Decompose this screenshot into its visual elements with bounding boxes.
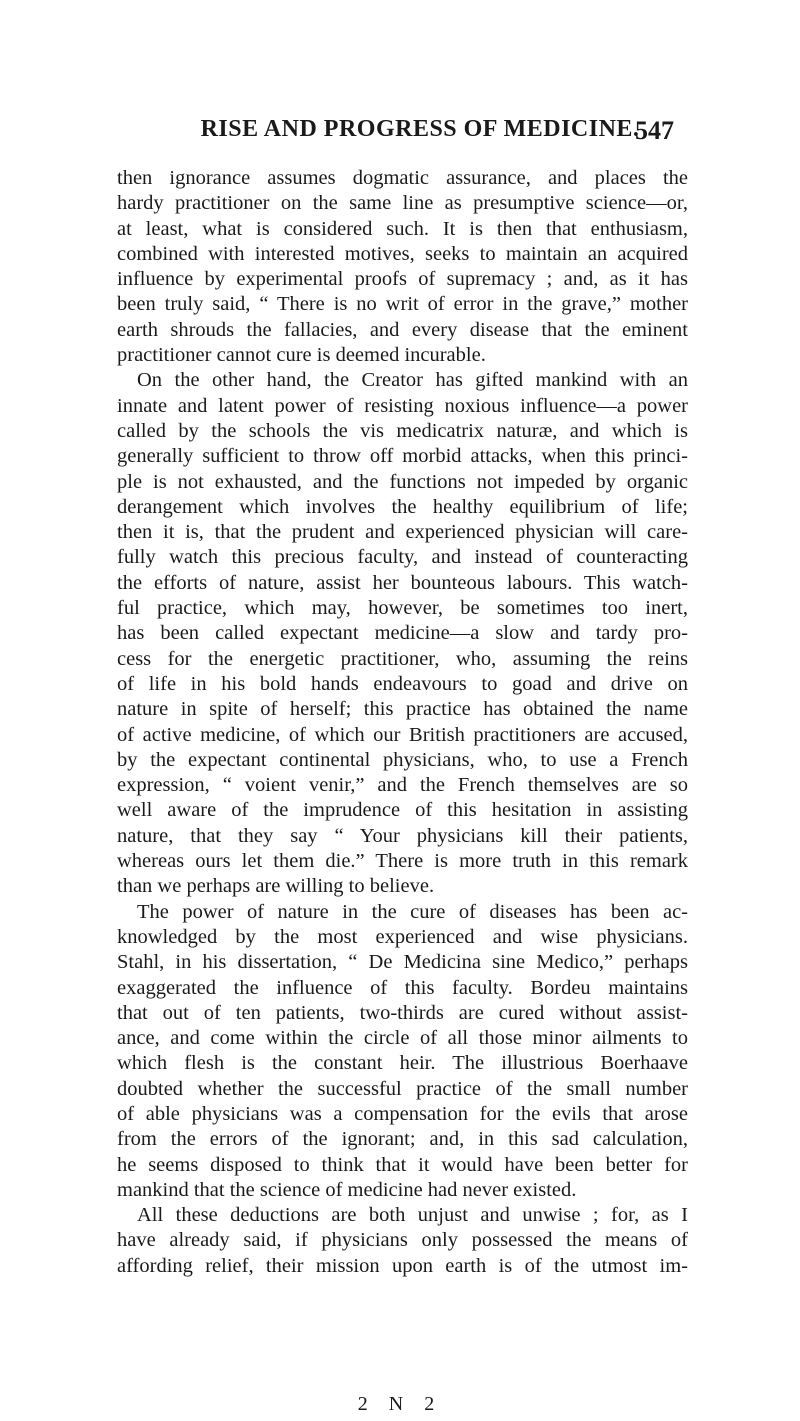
text-line: On the other hand, the Creator has gifted mankind with an bbox=[137, 369, 688, 392]
text-line: ple is not exhausted, and the functions not impeded by organic bbox=[117, 470, 688, 493]
text-line: derangement which involves the healthy equilibrium of life; bbox=[117, 495, 688, 518]
text-line: of active medicine, of which our British practitioners are accused, bbox=[117, 723, 688, 746]
text-line: hardy practitioner on the same line as presumptive science—or, bbox=[117, 192, 688, 215]
text-line: exaggerated the influence of this faculty. Bordeu maintains bbox=[117, 976, 688, 999]
signature-mark: 2 N 2 bbox=[357, 1393, 443, 1415]
text-line: cess for the energetic practitioner, who, assuming the reins bbox=[117, 647, 688, 670]
text-line: by the expectant continental physicians, who, to use a French bbox=[117, 748, 688, 771]
text-line: combined with interested motives, seeks to maintain an acquired bbox=[117, 242, 688, 265]
text-line: practitioner cannot cure is deemed incurable. bbox=[117, 344, 486, 367]
text-line: that out of ten patients, two-thirds are cured without assist- bbox=[117, 1001, 688, 1024]
text-line: he seems disposed to think that it would have been better for bbox=[117, 1153, 688, 1176]
text-line: then ignorance assumes dogmatic assurance, and places the bbox=[117, 167, 688, 189]
page-header bbox=[0, 116, 800, 156]
text-line: have already said, if physicians only possessed the means of bbox=[117, 1229, 688, 1252]
text-line: nature, that they say “ Your physicians kill their patients, bbox=[117, 824, 688, 847]
text-line: nature in spite of herself; this practice has obtained the name bbox=[117, 698, 688, 721]
text-line: ful practice, which may, however, be sometimes too inert, bbox=[117, 597, 688, 620]
text-line: the efforts of nature, assist her bounteous labours. This watch- bbox=[117, 571, 688, 594]
text-line: from the errors of the ignorant; and, in this sad calculation, bbox=[117, 1128, 688, 1151]
page-number: 547 bbox=[635, 116, 674, 145]
text-line: whereas ours let them die.” There is more truth in this remark bbox=[117, 850, 688, 873]
text-line: has been called expectant medicine—a slow and tardy pro- bbox=[117, 622, 688, 645]
text-line: The power of nature in the cure of diseases has been ac- bbox=[137, 900, 688, 923]
text-line: generally sufficient to throw off morbid attacks, when this princi- bbox=[117, 445, 688, 468]
text-line: knowledged by the most experienced and wise physicians. bbox=[117, 925, 688, 948]
text-line: influence by experimental proofs of supremacy ; and, as it has bbox=[117, 268, 688, 291]
text-line: which flesh is the constant heir. The illustrious Boerhaave bbox=[117, 1052, 688, 1075]
text-line: expression, “ voient venir,” and the French themselves are so bbox=[117, 774, 688, 797]
text-line: fully watch this precious faculty, and instead of counteracting bbox=[117, 546, 688, 569]
text-line: well aware of the imprudence of this hesitation in assisting bbox=[117, 799, 688, 822]
text-line: innate and latent power of resisting noxious influence—a power bbox=[117, 394, 688, 417]
text-line: All these deductions are both unjust and unwise ; for, as I bbox=[137, 1204, 688, 1227]
text-line: of able physicians was a compensation for the evils that arose bbox=[117, 1102, 688, 1125]
text-line: called by the schools the vis medicatrix naturæ, and which is bbox=[117, 419, 688, 442]
text-line: mankind that the science of medicine had never existed. bbox=[117, 1178, 577, 1201]
text-line: ance, and come within the circle of all those minor ailments to bbox=[117, 1027, 688, 1050]
running-head: RISE AND PROGRESS OF MEDICINE. bbox=[200, 116, 640, 142]
text-line: doubted whether the successful practice of the small number bbox=[117, 1077, 688, 1100]
text-line: earth shrouds the fallacies, and every disease that the eminent bbox=[117, 318, 688, 341]
text-line: of life in his bold hands endeavours to goad and drive on bbox=[117, 672, 688, 695]
text-line: Stahl, in his dissertation, “ De Medicina sine Medico,” perhaps bbox=[117, 951, 688, 974]
text-line: at least, what is considered such. It is then that enthusiasm, bbox=[117, 217, 688, 240]
text-line: been truly said, “ There is no writ of error in the grave,” mother bbox=[117, 293, 688, 316]
body-text bbox=[117, 166, 688, 1279]
text-line: affording relief, their mission upon earth is of the utmost im- bbox=[117, 1254, 688, 1277]
text-line: then it is, that the prudent and experienced physician will care- bbox=[117, 521, 688, 544]
text-line: than we perhaps are willing to believe. bbox=[117, 875, 435, 898]
